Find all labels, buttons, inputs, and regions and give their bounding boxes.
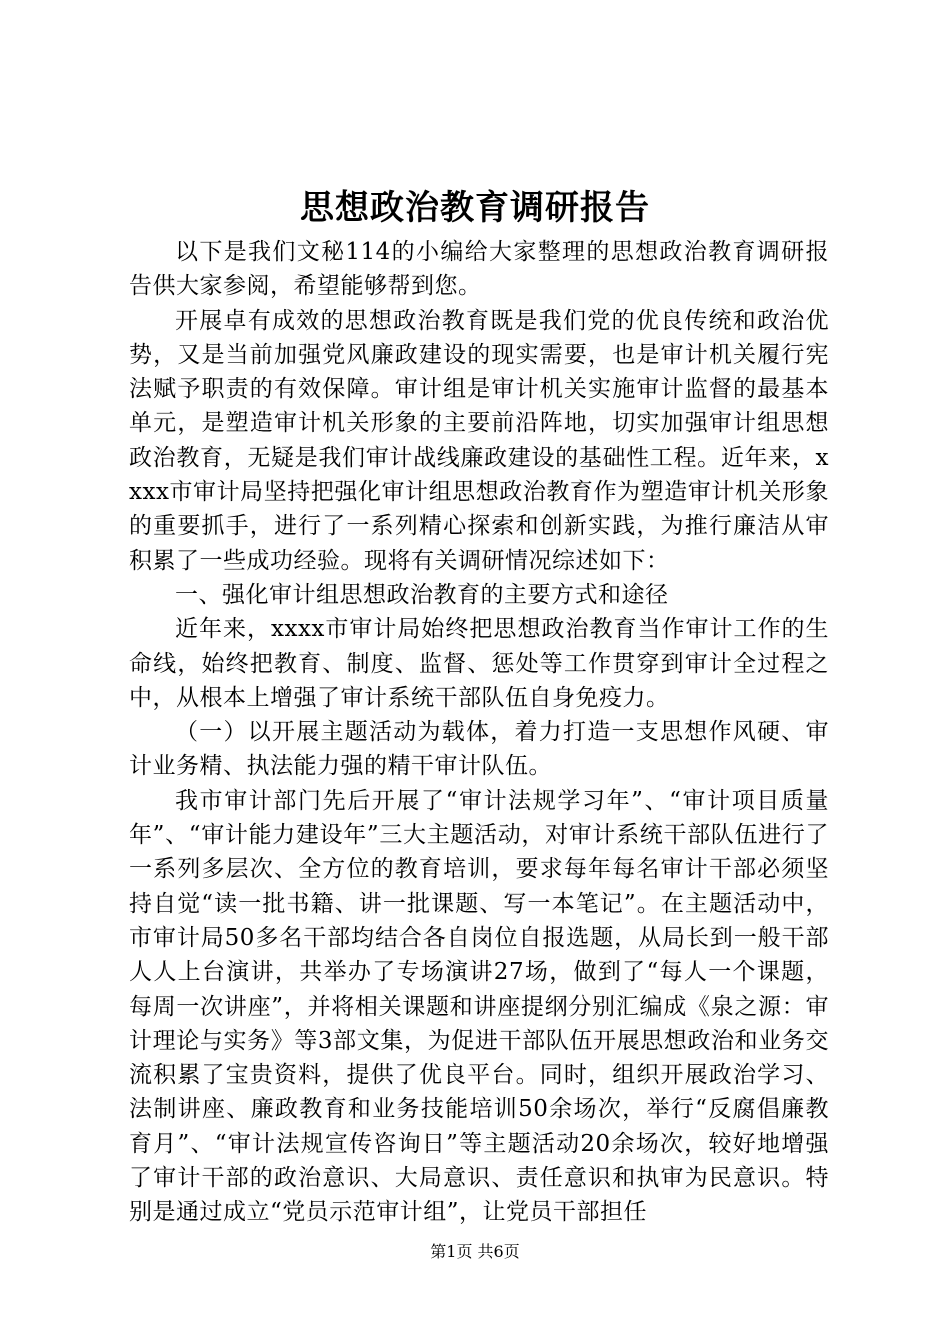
- page-footer: 第1页 共6页: [430, 1242, 520, 1261]
- paragraph-theme-activities: 我市审计部门先后开展了“审计法规学习年”、“审计项目质量年”、“审计能力建设年”三大主题活动，对审计系统干部队伍进行了一系列多层次、全方位的教育培训，要求每年每名审计干部必须坚持自觉“读一批书籍、讲一批课题、写一本笔记”。在主题活动中，市审计局50多名干部均结合各自岗位自报选题，从局长到一般干部人人上台演讲，共举办了专场演讲27场，做到了“每人一个课题，每周一次讲座”，并将相关课题和讲座提纲分别汇编成《泉之源：审计理论与实务》等3部文集，为促进干部队伍开展思想政治和业务交流积累了宝贵资料，提供了优良平台。同时，组织开展政治学习、法制讲座、廉政教育和业务技能培训50余场次，举行“反腐倡廉教育月”、“审计法规宣传咨询日”等主题活动20余场次，较好地增强了审计干部的政治意识、大局意识、责任意识和执审为民意识。特别是通过成立“党员示范审计组”，让党员干部担任: [129, 787, 829, 1226]
- paragraph-background: 开展卓有成效的思想政治教育既是我们党的优良传统和政治优势，又是当前加强党风廉政建设的现实需要，也是审计机关履行宪法赋予职责的有效保障。审计组是审计机关实施审计监督的最基本单元，是塑造审计机关形象的主要前沿阵地，切实加强审计组思想政治教育，无疑是我们审计战线廉政建设的基础性工程。近年来，xxxx市审计局坚持把强化审计组思想政治教育作为塑造审计机关形象的重要抓手，进行了一系列精心探索和创新实践，为推行廉洁从审积累了一些成功经验。现将有关调研情况综述如下：: [129, 307, 829, 574]
- paragraph-section-1-summary: 近年来，xxxx市审计局始终把思想政治教育当作审计工作的生命线，始终把教育、制度、监督、惩处等工作贯穿到审计全过程之中，从根本上增强了审计系统干部队伍自身免疫力。: [129, 616, 829, 711]
- paragraph-intro: 以下是我们文秘114的小编给大家整理的思想政治教育调研报告供大家参阅，希望能够帮到您。: [129, 239, 829, 300]
- section-heading-1: 一、强化审计组思想政治教育的主要方式和途径: [175, 581, 669, 608]
- subsection-heading-1: （一）以开展主题活动为载体，着力打造一支思想作风硬、审计业务精、执法能力强的精干审计队伍。: [129, 719, 829, 780]
- document-body: [129, 235, 829, 1230]
- document-title: 思想政治教育调研报告: [300, 188, 650, 228]
